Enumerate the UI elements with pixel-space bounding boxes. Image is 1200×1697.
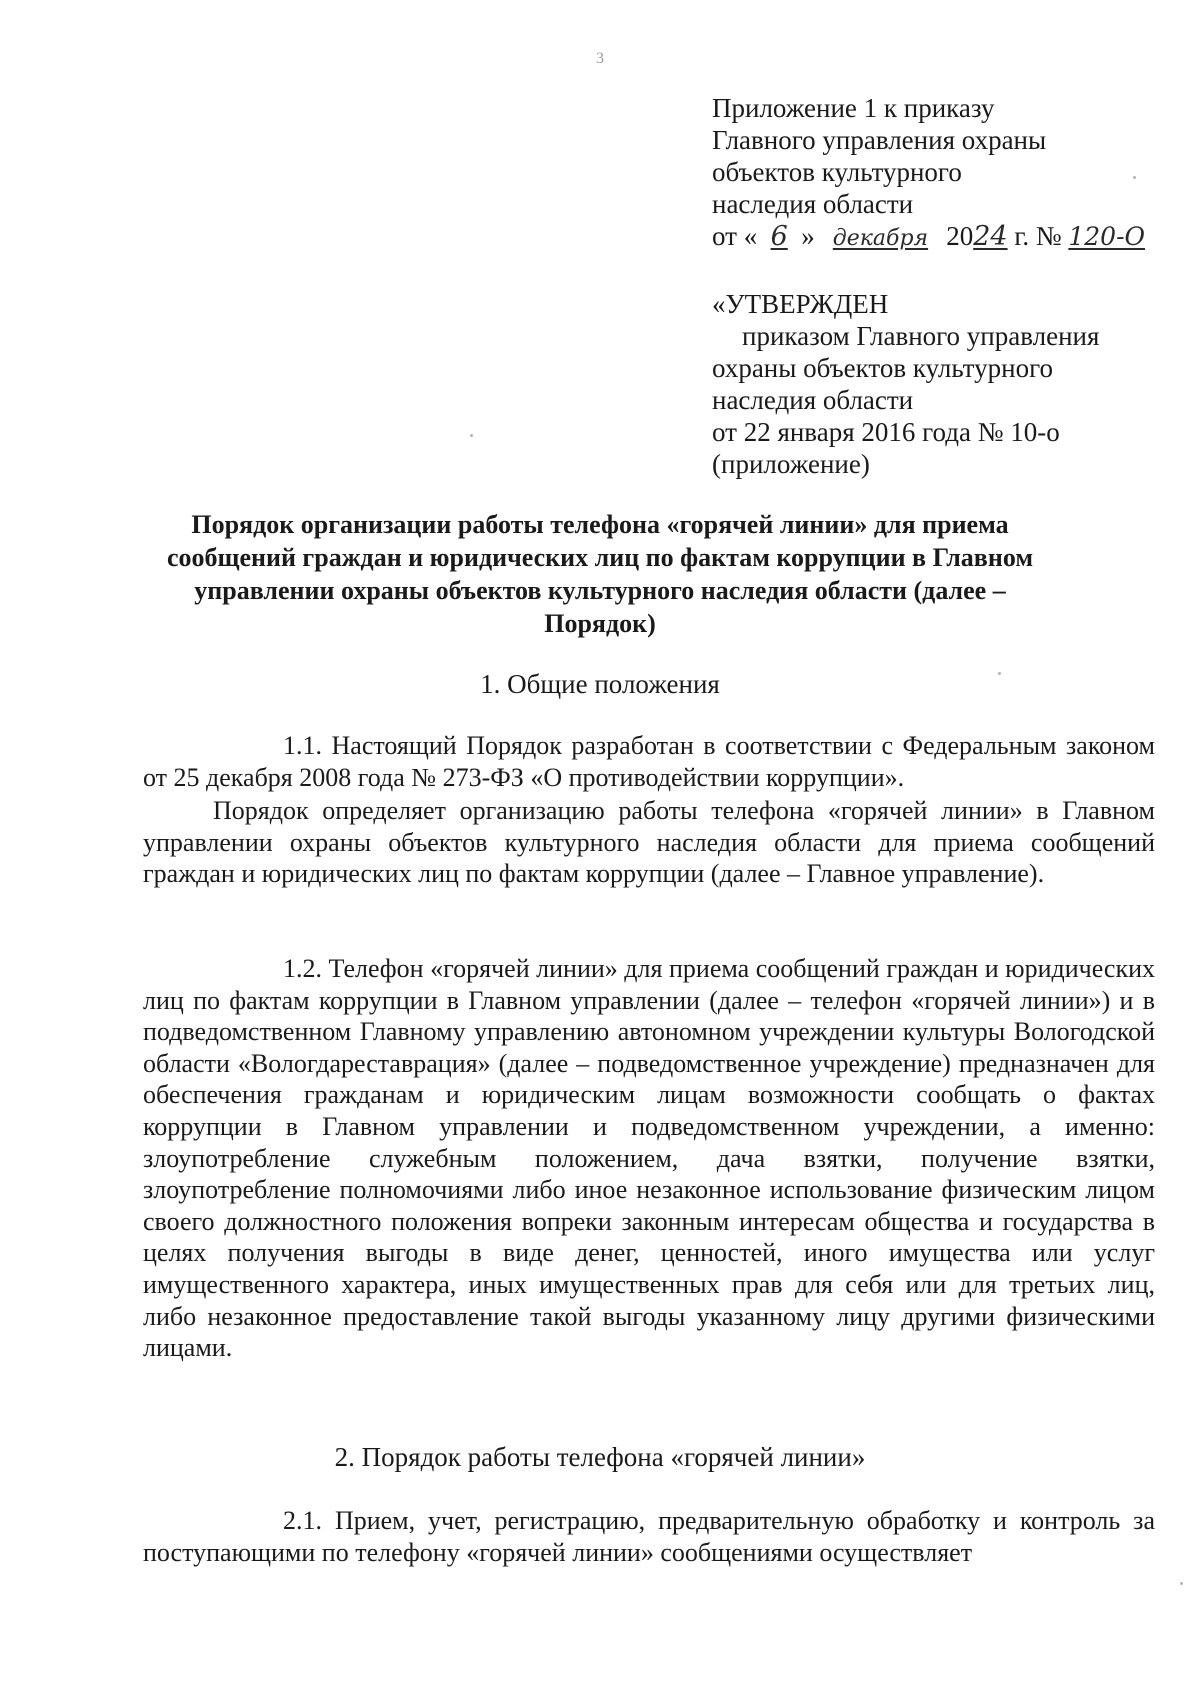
paragraph-text: Прием, учет, регистрацию, предварительную обработку и контроль за поступающими по телефону «горячей линии» сообщениями осуществляет (143, 1506, 1155, 1567)
approved-line-6: (приложение) (712, 449, 870, 479)
page-number: 3 (596, 50, 604, 67)
year-tail: г. № (1014, 221, 1062, 251)
approved-line-5: от 22 января 2016 года № 10-о (712, 417, 1060, 447)
document-title (150, 508, 1050, 640)
paragraph-number: 1.2. (283, 954, 322, 983)
attachment-line-1: Приложение 1 к приказу (712, 93, 995, 123)
handwritten-month: декабря (832, 226, 929, 251)
paragraph-number: 2.1. (283, 1506, 322, 1535)
paragraph-text: Телефон «горячей линии» для приема сообщений граждан и юридических лиц по фактам коррупции в Главном управлении (далее – телефон «горячей линии») и в подведомственном Главному управлению автономном учреждении культуры Вологодской области «Вологдареставрация» (далее – подведомственное учреждение) предназначен для обеспечения гражданам и юридическим лицам возможности сообщать о фактах коррупции в Главном управлении и подведомственном учреждении, а именно: злоупотребление служебным положением, дача взятки, получение взятки, злоупотребление полномочиями либо иное незаконное использование физическим лицом своего должностного положения вопреки законным интересам общества и государства в целях получения выгоды в виде денег, ценностей, иного имущества или услуг имущественного характера, иных имущественных прав для себя или для третьих лиц, либо незаконное предоставление такой выгоды указанному лицу другими физическими лицами. (143, 954, 1155, 1363)
scan-speck (1180, 1582, 1183, 1585)
approved-line-4: наследия области (712, 385, 914, 415)
handwritten-number: 120-О (1068, 222, 1146, 251)
approved-line-1: «УТВЕРЖДЕН (712, 289, 889, 319)
paragraph-number: 1.1. (283, 731, 322, 760)
section-1-heading: 1. Общие положения (480, 669, 720, 699)
year-prefix: 20 (946, 221, 974, 251)
title-line-3: управлении охраны объектов культурного наследия области (далее – (194, 576, 1006, 605)
attachment-line-4: наследия области (712, 189, 914, 219)
paragraph-2-1 (143, 1505, 1155, 1568)
section-2-heading: 2. Порядок работы телефона «горячей линии» (334, 1442, 866, 1472)
attachment-header (712, 92, 1152, 255)
approved-line-2: приказом Главного управления (742, 321, 1100, 351)
date-prefix: от « (712, 221, 758, 251)
attachment-line-2: Главного управления охраны (712, 125, 1047, 155)
handwritten-day: 6 (770, 221, 788, 252)
handwritten-year: 24 (973, 221, 1008, 252)
attachment-date-line (712, 220, 1152, 255)
title-line-2: сообщений граждан и юридических лиц по фактам коррупции в Главном (166, 543, 1034, 572)
paragraph-1-1-continuation (143, 795, 1155, 890)
scan-speck (470, 434, 473, 437)
paragraph-1-2 (143, 953, 1155, 1364)
title-line-4: Порядок) (544, 609, 656, 638)
paragraph-text: Настоящий Порядок разработан в соответствии с Федеральным законом от 25 декабря 2008 года № 273-ФЗ «О противодействии коррупции». (143, 731, 1155, 792)
scan-speck (1133, 176, 1136, 179)
day-close: » (801, 221, 815, 251)
approval-stamp-text (712, 288, 1152, 480)
scan-speck (998, 672, 1001, 675)
attachment-line-3: объектов культурного (712, 157, 962, 187)
title-line-1: Порядок организации работы телефона «горячей линии» для приема (191, 510, 1009, 539)
paragraph-text: Порядок определяет организацию работы телефона «горячей линии» в Главном управлении охраны объектов культурного наследия области для приема сообщений граждан и юридических лиц по фактам коррупции (далее – Главное управление). (143, 796, 1155, 889)
approved-line-3: охраны объектов культурного (712, 353, 1053, 383)
paragraph-1-1 (143, 730, 1155, 793)
